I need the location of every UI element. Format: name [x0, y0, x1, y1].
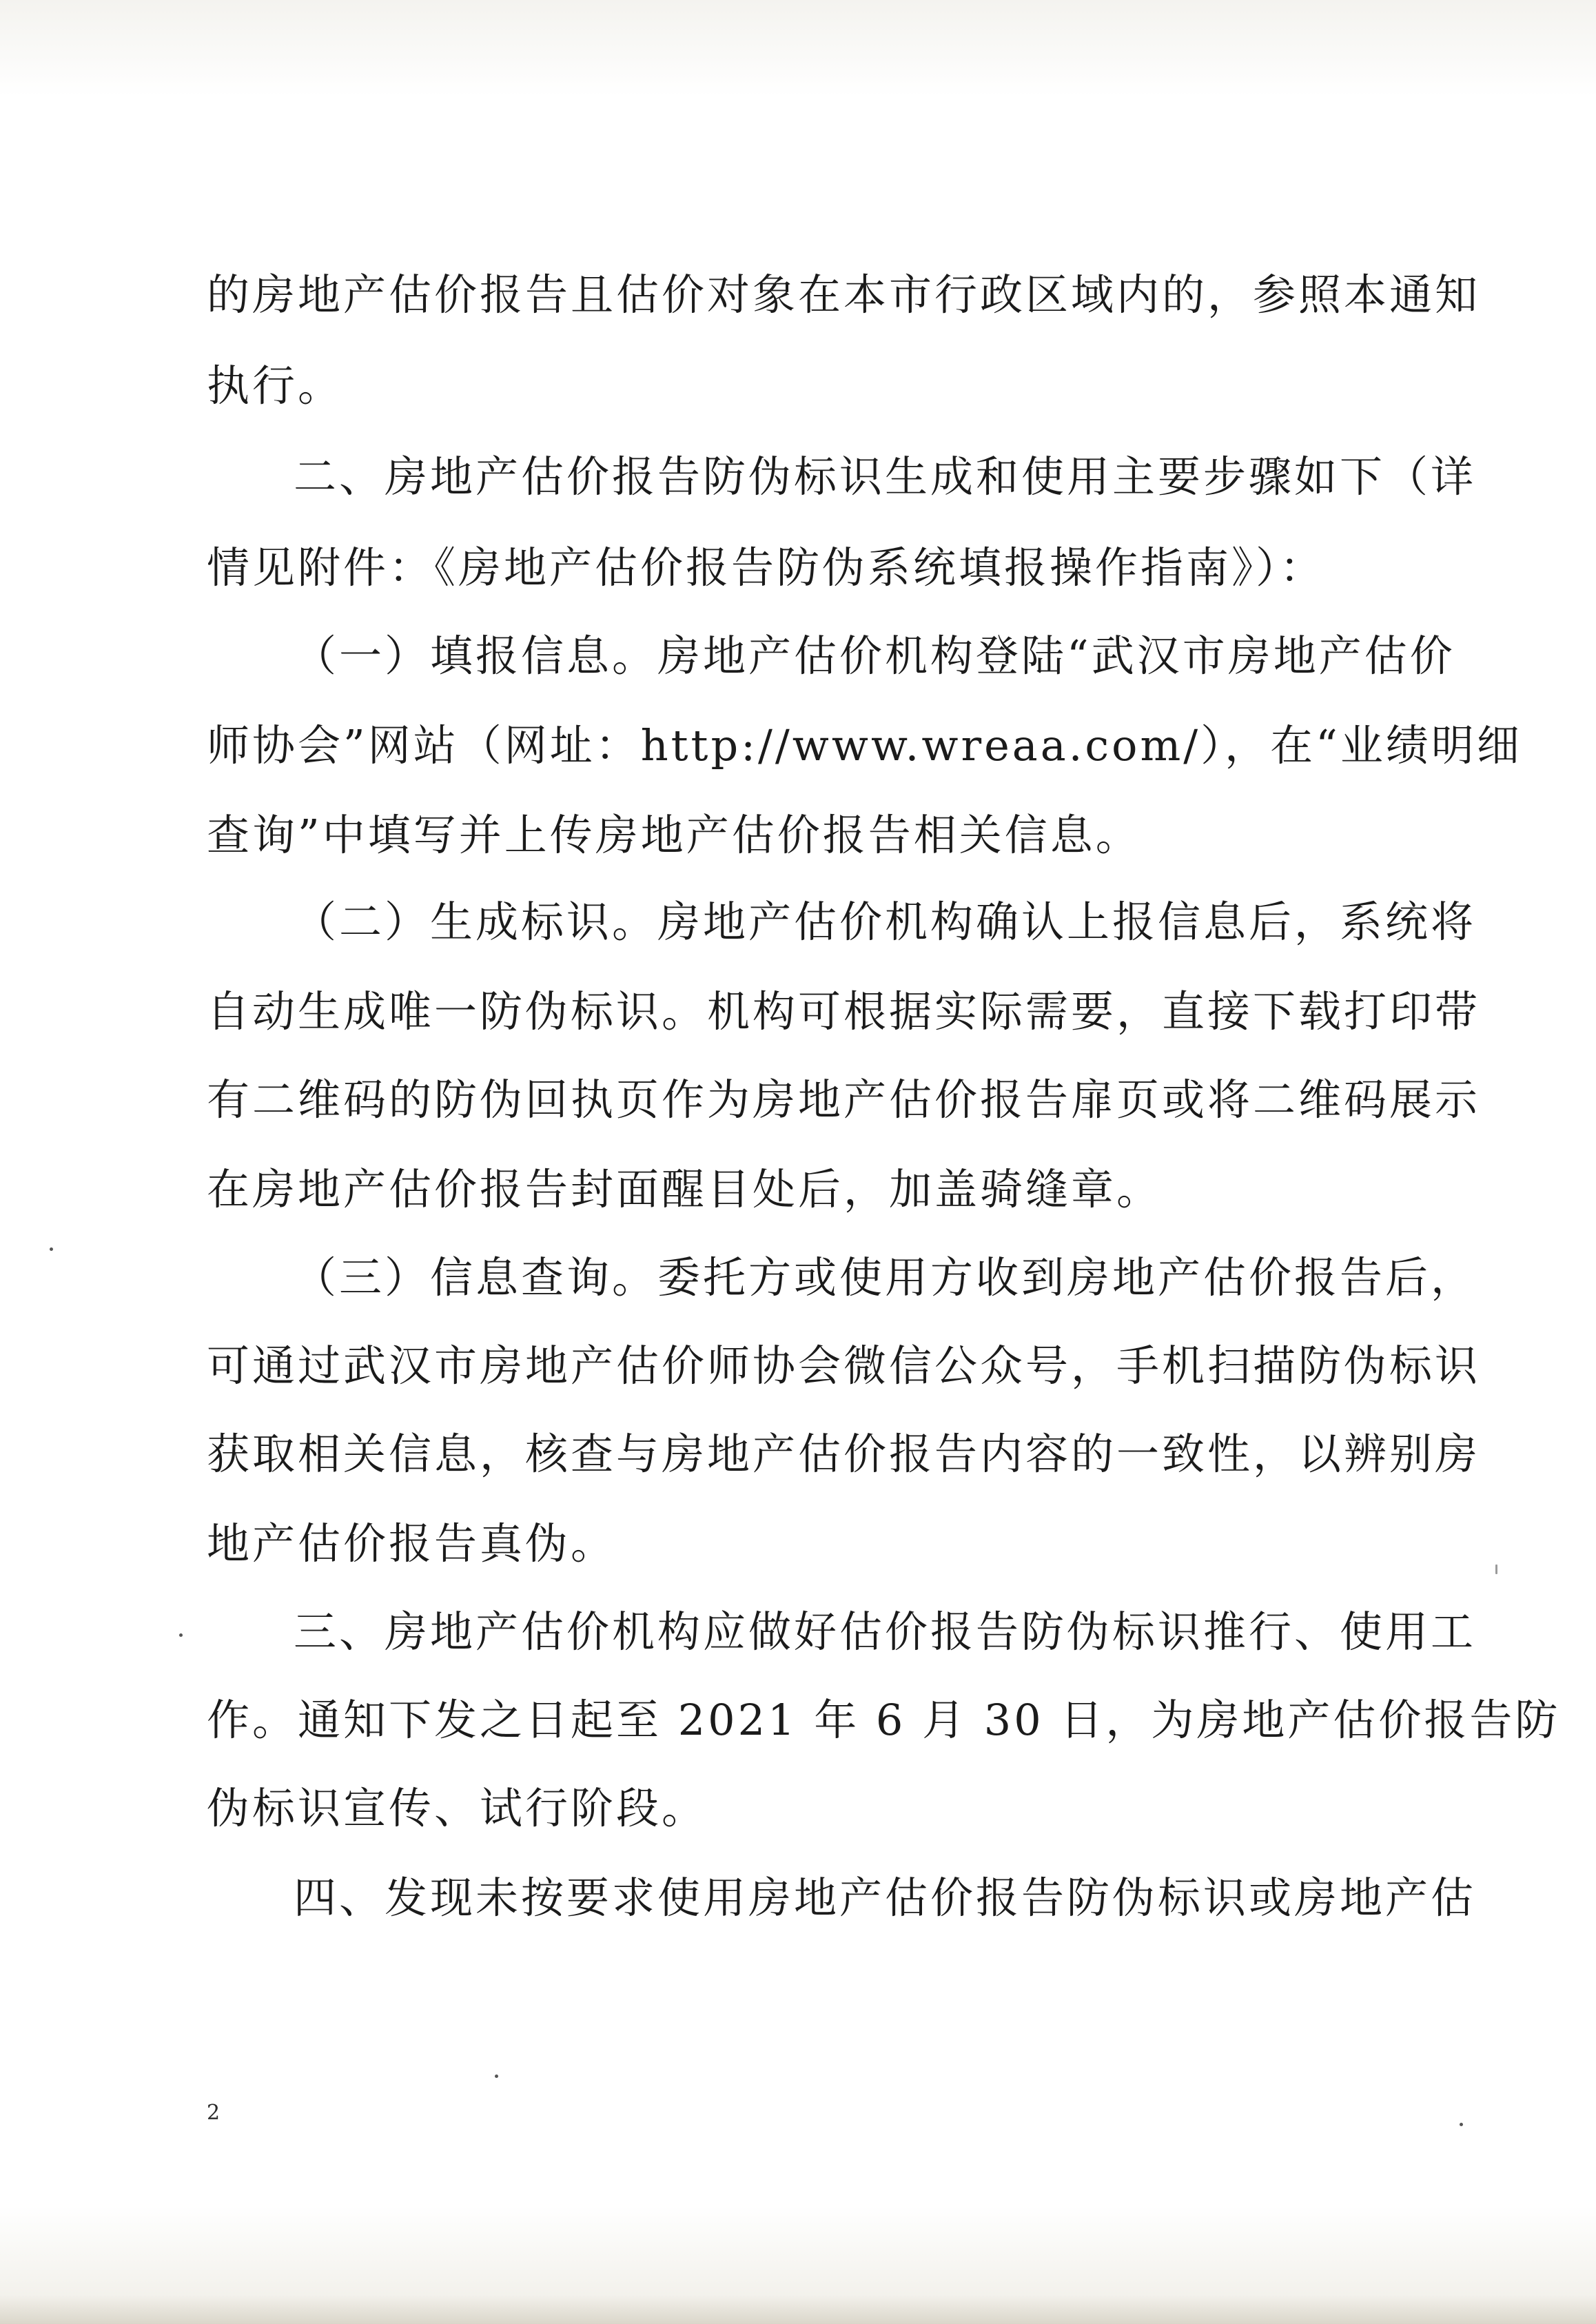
- text-line-5: （一）填报信息。房地产估价机构登陆“武汉市房地产估价: [294, 631, 1455, 681]
- text-line-1: 的房地产估价报告且估价对象在本市行政区域内的，参照本通知: [207, 269, 1481, 320]
- text-line-12: （三）信息查询。委托方或使用方收到房地产估价报告后，: [294, 1252, 1477, 1303]
- text-line-10: 有二维码的防伪回执页作为房地产估价报告扉页或将二维码展示: [207, 1074, 1481, 1125]
- text-line-3: 二、房地产估价报告防伪标识生成和使用主要步骤如下（详: [294, 451, 1477, 502]
- text-line-17: 作。通知下发之日起至 2021 年 6 月 30 日，为房地产估价报告防: [207, 1695, 1561, 1745]
- text-line-8: （二）生成标识。房地产估价机构确认上报信息后，系统将: [294, 897, 1477, 947]
- page-number: 2: [207, 2101, 221, 2125]
- text-line-7: 查询”中填写并上传房地产估价报告相关信息。: [207, 810, 1141, 860]
- text-line-6: 师协会”网站（网址：http://www.wreaa.com/），在“业绩明细: [207, 720, 1522, 771]
- scan-speck: [1460, 2123, 1463, 2126]
- text-line-14: 获取相关信息，核查与房地产估价报告内容的一致性，以辨别房: [207, 1429, 1481, 1479]
- scan-speck: [179, 1633, 183, 1637]
- text-line-16: 三、房地产估价机构应做好估价报告防伪标识推行、使用工: [294, 1607, 1477, 1657]
- scan-bottom-edge: [0, 2295, 1596, 2324]
- text-line-19: 四、发现未按要求使用房地产估价报告防伪标识或房地产估: [294, 1873, 1477, 1923]
- text-line-9: 自动生成唯一防伪标识。机构可根据实际需要，直接下载打印带: [207, 986, 1481, 1037]
- text-line-13: 可通过武汉市房地产估价师协会微信公众号，手机扫描防伪标识: [207, 1341, 1481, 1391]
- text-line-18: 伪标识宣传、试行阶段。: [207, 1783, 708, 1833]
- text-line-15: 地产估价报告真伪。: [207, 1518, 617, 1569]
- text-line-2: 执行。: [207, 360, 344, 411]
- text-line-4: 情见附件：《房地产估价报告防伪系统填报操作指南》）：: [207, 542, 1326, 593]
- scan-mark: [1495, 1564, 1497, 1574]
- scan-speck: [50, 1247, 53, 1251]
- scan-speck: [495, 2075, 498, 2078]
- text-line-11: 在房地产估价报告封面醒目处后，加盖骑缝章。: [207, 1164, 1163, 1214]
